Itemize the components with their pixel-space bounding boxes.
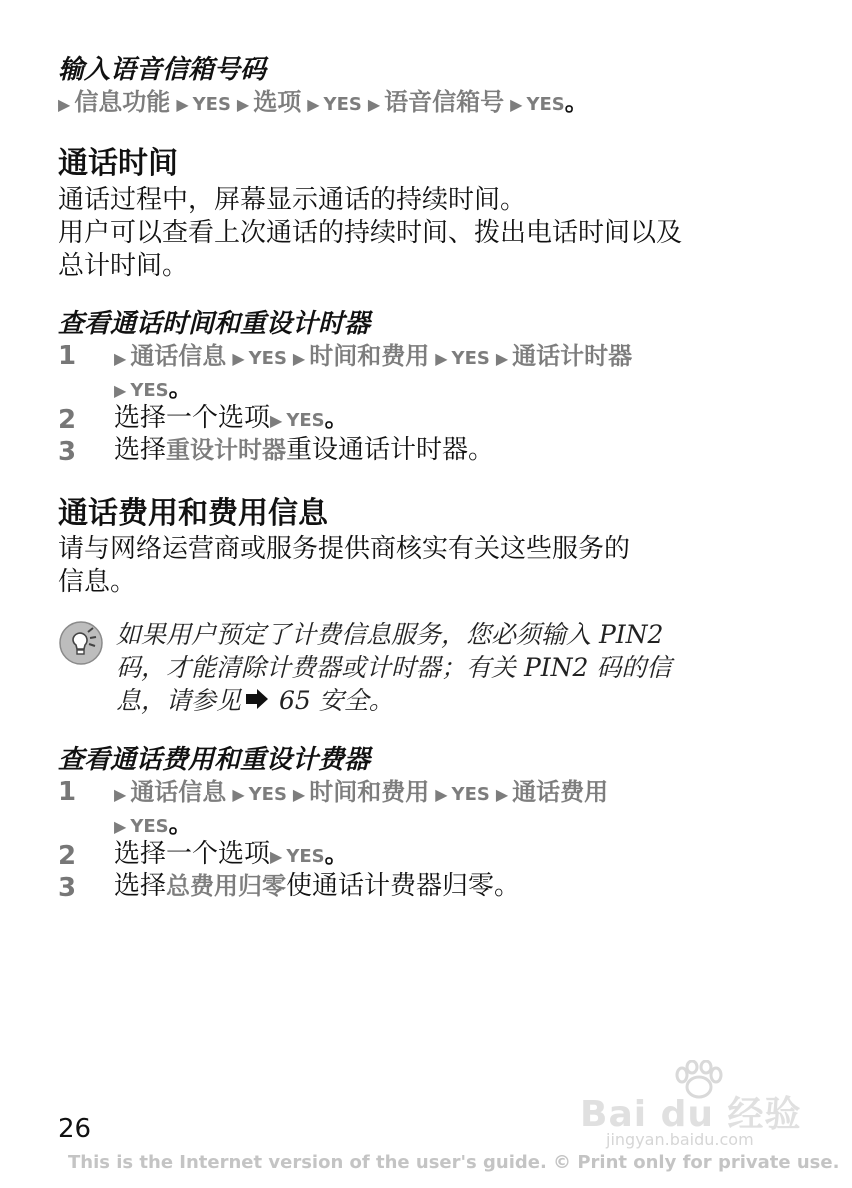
menu-item-reset-timer: 重设计时器 xyxy=(166,436,287,464)
menu-path-voicemail xyxy=(58,86,589,121)
yes-key-label: YES xyxy=(286,410,325,431)
menu-arrow-icon: ▶ xyxy=(114,785,127,804)
menu-arrow-icon: ▶ xyxy=(292,785,306,804)
step-number-2: 2 xyxy=(58,405,77,435)
watermark-logo: Bai du 经验 xyxy=(580,1094,802,1135)
menu-arrow-icon: ▶ xyxy=(114,381,127,400)
page-ref-arrow-icon xyxy=(245,684,269,717)
step-text-after: 使通话计费器归零。 xyxy=(286,871,521,901)
step-text-view-cost-2 xyxy=(114,838,349,873)
paragraph-call-time-3: 总计时间。 xyxy=(58,251,189,281)
yes-key-label: YES xyxy=(526,94,565,115)
note-line-2: 码，才能清除计费器或计时器；有关 PIN2 码的信 xyxy=(116,653,672,682)
section-subheading-view-time: 查看通话时间和重设计时器 xyxy=(58,309,371,339)
note-text-before: 息，请参见 xyxy=(116,686,242,715)
menu-arrow-icon: ▶ xyxy=(510,95,523,114)
menu-arrow-icon: ▶ xyxy=(435,349,448,368)
sentence-period: 。 xyxy=(324,840,349,868)
step-number-1: 1 xyxy=(58,777,77,807)
note-line-3 xyxy=(116,684,394,721)
menu-arrow-icon: ▶ xyxy=(232,349,245,368)
menu-path-view-cost-step1 xyxy=(114,776,608,811)
paragraph-call-cost-2: 信息。 xyxy=(58,567,137,597)
step-text-before: 选择 xyxy=(114,871,167,901)
menu-arrow-icon: ▶ xyxy=(270,411,283,430)
watermark-url: jingyan.baidu.com xyxy=(606,1130,754,1149)
paragraph-call-time-1: 通话过程中，屏幕显示通话的持续时间。 xyxy=(58,185,527,215)
section-heading-call-time: 通话时间 xyxy=(58,146,178,181)
yes-key-label: YES xyxy=(130,816,169,837)
menu-arrow-icon: ▶ xyxy=(232,785,245,804)
page-number: 26 xyxy=(58,1114,92,1144)
yes-key-label: YES xyxy=(286,846,325,867)
menu-item-label: 时间和费用 xyxy=(309,342,430,370)
step-text: 选择一个选项 xyxy=(114,839,271,869)
menu-item-label: 通话信息 xyxy=(130,342,227,370)
yes-key-label: YES xyxy=(451,348,490,369)
footer-notice: This is the Internet version of the user's guide. © Print only for private use. xyxy=(68,1152,840,1173)
step-text-after: 重设通话计时器。 xyxy=(286,435,495,465)
menu-arrow-icon: ▶ xyxy=(114,817,127,836)
menu-arrow-icon: ▶ xyxy=(176,95,189,114)
yes-key-label: YES xyxy=(323,94,362,115)
menu-item-label: 时间和费用 xyxy=(309,778,430,806)
section-subheading-voicemail: 输入语音信箱号码 xyxy=(58,55,267,85)
menu-arrow-icon: ▶ xyxy=(236,95,250,114)
yes-key-label: YES xyxy=(130,380,169,401)
menu-arrow-icon: ▶ xyxy=(58,95,71,114)
step-text-view-cost-3 xyxy=(114,870,520,903)
menu-path-view-time-step1 xyxy=(114,340,632,375)
note-text-after: 65 安全。 xyxy=(271,686,394,715)
sentence-period: 。 xyxy=(324,404,349,432)
menu-item-reset-cost: 总费用归零 xyxy=(166,872,287,900)
step-text-view-time-3 xyxy=(114,434,494,467)
yes-key-label: YES xyxy=(451,784,490,805)
menu-path-view-time-step2 xyxy=(270,404,349,432)
menu-arrow-icon: ▶ xyxy=(307,95,320,114)
menu-arrow-icon: ▶ xyxy=(435,785,448,804)
section-heading-call-cost: 通话费用和费用信息 xyxy=(58,496,328,531)
menu-arrow-icon: ▶ xyxy=(292,349,306,368)
menu-item-label: 通话信息 xyxy=(130,778,227,806)
sentence-period: 。 xyxy=(564,88,589,116)
section-subheading-view-cost: 查看通话费用和重设计费器 xyxy=(58,745,371,775)
baidu-watermark xyxy=(580,1060,810,1155)
paragraph-call-time-2: 用户可以查看上次通话的持续时间、拨出电话时间以及 xyxy=(58,218,683,248)
sentence-period: 。 xyxy=(168,374,193,402)
step-number-1: 1 xyxy=(58,341,77,371)
menu-arrow-icon: ▶ xyxy=(270,847,283,866)
menu-item-label: 选项 xyxy=(253,88,302,116)
menu-item-label: 通话计时器 xyxy=(512,342,633,370)
yes-key-label: YES xyxy=(248,784,287,805)
menu-path-view-cost-step2 xyxy=(270,840,349,868)
sentence-period: 。 xyxy=(168,810,193,838)
step-number-3: 3 xyxy=(58,437,77,467)
step-number-3: 3 xyxy=(58,873,77,903)
menu-arrow-icon: ▶ xyxy=(495,785,509,804)
note-line-1: 如果用户预定了计费信息服务，您必须输入 PIN2 xyxy=(116,620,664,649)
step-text-view-time-2 xyxy=(114,402,349,437)
paragraph-call-cost-1: 请与网络运营商或服务提供商核实有关这些服务的 xyxy=(58,534,631,564)
menu-item-label: 语音信箱号 xyxy=(384,88,505,116)
menu-item-label: 通话费用 xyxy=(512,778,609,806)
tip-icon xyxy=(58,620,104,666)
menu-item-label: 信息功能 xyxy=(74,88,171,116)
step-text: 选择一个选项 xyxy=(114,403,271,433)
menu-arrow-icon: ▶ xyxy=(114,349,127,368)
step-text-before: 选择 xyxy=(114,435,167,465)
yes-key-label: YES xyxy=(192,94,231,115)
menu-arrow-icon: ▶ xyxy=(367,95,381,114)
step-number-2: 2 xyxy=(58,841,77,871)
yes-key-label: YES xyxy=(248,348,287,369)
menu-arrow-icon: ▶ xyxy=(495,349,509,368)
